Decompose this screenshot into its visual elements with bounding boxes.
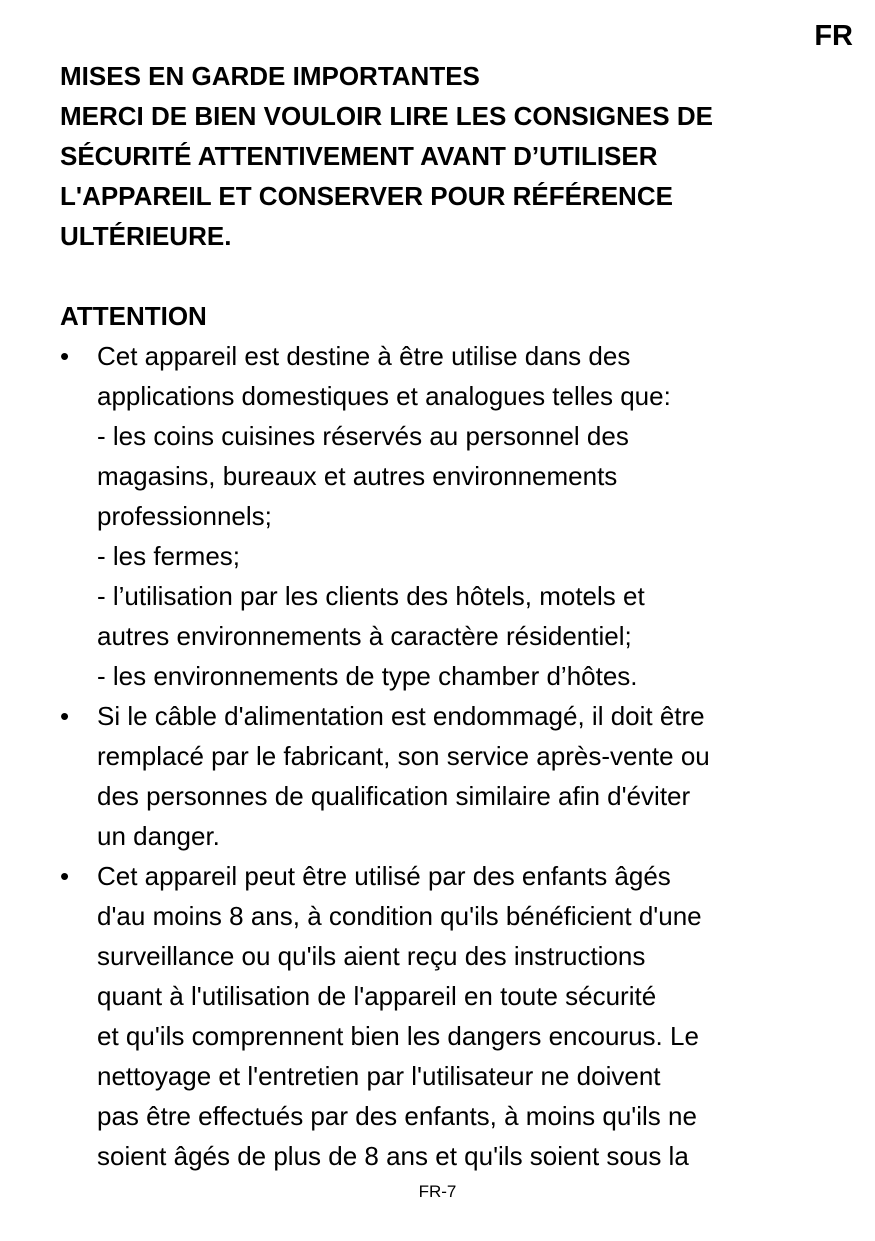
text-line: soient âgés de plus de 8 ans et qu'ils soient sous la xyxy=(97,1141,689,1171)
text-line: des personnes de qualification similaire afin d'éviter xyxy=(97,781,691,811)
text-line: nettoyage et l'entretien par l'utilisateur ne doivent xyxy=(97,1061,661,1091)
attention-title: ATTENTION xyxy=(60,301,207,331)
page-number: FR-7 xyxy=(418,1182,457,1201)
text-line: Cet appareil peut être utilisé par des enfants âgés xyxy=(97,861,671,891)
text-line: - les coins cuisines réservés au personnel des xyxy=(97,421,629,451)
heading-line: ULTÉRIEURE. xyxy=(60,221,232,251)
text-line: professionnels; xyxy=(97,501,272,531)
bullet-icon: • xyxy=(60,861,70,891)
text-line: - l’utilisation par les clients des hôtels, motels et xyxy=(97,581,645,611)
text-line: autres environnements à caractère résidentiel; xyxy=(97,621,632,651)
list-item xyxy=(60,856,860,1176)
text-line: - les fermes; xyxy=(97,541,241,571)
important-warnings-heading xyxy=(60,56,860,256)
manual-page-content xyxy=(60,56,860,1176)
heading-line: L'APPAREIL ET CONSERVER POUR RÉFÉRENCE xyxy=(60,181,673,211)
text-line: remplacé par le fabricant, son service après-vente ou xyxy=(97,741,710,771)
text-line: - les environnements de type chamber d’hôtes. xyxy=(97,661,638,691)
text-line: surveillance ou qu'ils aient reçu des instructions xyxy=(97,941,646,971)
language-badge: FR xyxy=(814,20,853,52)
text-line: applications domestiques et analogues telles que: xyxy=(97,381,671,411)
list-item xyxy=(60,696,860,856)
text-line: et qu'ils comprennent bien les dangers encourus. Le xyxy=(97,1021,699,1051)
bullet-icon: • xyxy=(60,341,70,371)
text-line: quant à l'utilisation de l'appareil en toute sécurité xyxy=(97,981,657,1011)
list-item xyxy=(60,336,860,696)
attention-list xyxy=(60,336,860,1176)
heading-line: MERCI DE BIEN VOULOIR LIRE LES CONSIGNES DE xyxy=(60,101,713,131)
text-line: Cet appareil est destine à être utilise dans des xyxy=(97,341,631,371)
text-line: magasins, bureaux et autres environnements xyxy=(97,461,618,491)
text-line: d'au moins 8 ans, à condition qu'ils bénéficient d'une xyxy=(97,901,702,931)
text-line: un danger. xyxy=(97,821,220,851)
text-line: pas être effectués par des enfants, à moins qu'ils ne xyxy=(97,1101,697,1131)
heading-line: SÉCURITÉ ATTENTIVEMENT AVANT D’UTILISER xyxy=(60,141,658,171)
text-line: Si le câble d'alimentation est endommagé, il doit être xyxy=(97,701,705,731)
heading-line: MISES EN GARDE IMPORTANTES xyxy=(60,61,480,91)
bullet-icon: • xyxy=(60,701,70,731)
